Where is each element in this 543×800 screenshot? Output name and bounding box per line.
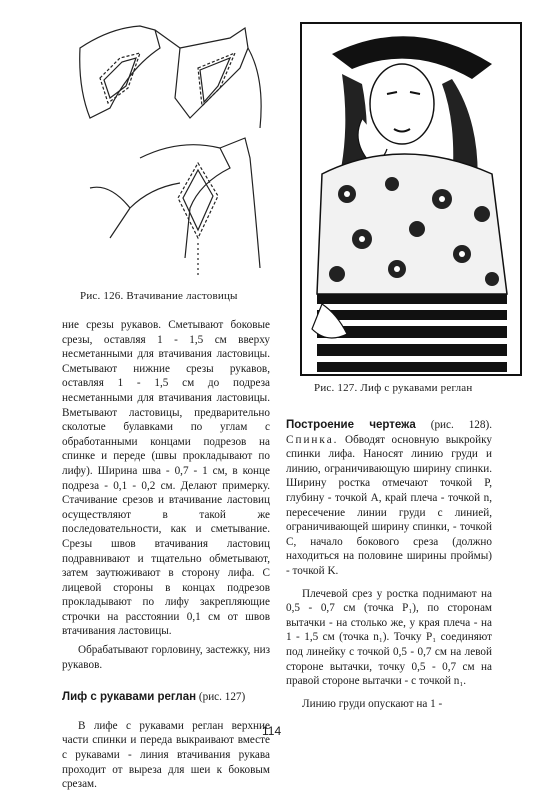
back-label: Спинка. xyxy=(286,433,339,446)
page-number: 114 xyxy=(262,724,282,738)
figure-127 xyxy=(300,22,522,376)
figure-126-caption: Рис. 126. Втачивание ластовицы xyxy=(80,290,238,302)
heading-drafting: Построение чертежа xyxy=(286,419,416,431)
figure-126 xyxy=(70,8,280,280)
left-paragraph-3: В лифе с рукавами реглан верхние части спинки и переда выкраивают вместе с рукавами - линия втачивания рукава проходит от выреза для шеи к боковым срезам. xyxy=(62,719,270,791)
heading-drafting-ref: (рис. 128). xyxy=(430,419,493,431)
right-paragraph-2: Плечевой срез у ростка поднимают на 0,5 - 0,7 см (точка P₁), по сторонам вытачки - на столько же, у края плеча - на 1 - 1,5 см (точка n₁). Точку P₁ соединяют под линейку с точкой 0,5 - 0,7 см на левой стороне вытачки, точку 0,5 - 0,7 см на правой стороне вытачки - с точкой n₁. xyxy=(286,587,492,688)
right-paragraph-1 xyxy=(286,418,492,579)
figure-127-caption: Рис. 127. Лиф с рукавами реглан xyxy=(314,382,473,394)
heading-raglan-ref: (рис. 127) xyxy=(198,691,246,704)
section-heading-raglan xyxy=(62,690,270,705)
left-paragraph-2: Обрабатывают горловину, застежку, низ рукавов. xyxy=(62,644,270,671)
left-paragraph-1: ние срезы рукавов. Сметывают боковые срезы, оставляя 1 - 1,5 см вверху несметанными для втачивания ластовицы. Сметывают нижние срезы рукавов, оставляя 1 - 1,5 см до подреза несметанными для втачивания ластовицы. Вметывают ластовицы, предварительно сколотые булавками по углам с обработанными концами подрезов на спинке и переде (швы прокладывают по лифу). Ширина шва - 0,7 - 1 см, в конце подреза - 0,1 - 0,2 см. Делают примерку. Стачивание срезов и втачивание ластовиц осуществляют в такой же последовательности, как и сметывание. Срезы швов втачивания ластовиц подравнивают и тщательно обметывают, затем заутюживают в сторону лифа. С лицевой стороны в концах подрезов прокладывают по лифу закрепляющие строчки на расстоянии 0,1 см от швов втачивания ластовицы. xyxy=(62,319,270,638)
right-paragraph-1-text: Обводят основную выкройку спинки лифа. Наносят линию груди и линию, ограничивающую ширину спинки. Ширину ростка отмечают точкой P, глубину - точкой A, край плеча - точкой n, пересечение линии груди с линией, ограничивающей ширину спинки, - точкой C, начало бокового среза (должно находиться на половине ширины проймы) - точкой K. xyxy=(286,433,492,577)
left-column xyxy=(62,318,270,792)
heading-raglan-text: Лиф с рукавами реглан xyxy=(62,691,197,704)
right-paragraph-3: Линию груди опускают на 1 - xyxy=(302,697,443,710)
right-column xyxy=(286,418,492,711)
gusset-diagram xyxy=(70,8,280,280)
raglan-blouse-illustration xyxy=(302,24,520,374)
